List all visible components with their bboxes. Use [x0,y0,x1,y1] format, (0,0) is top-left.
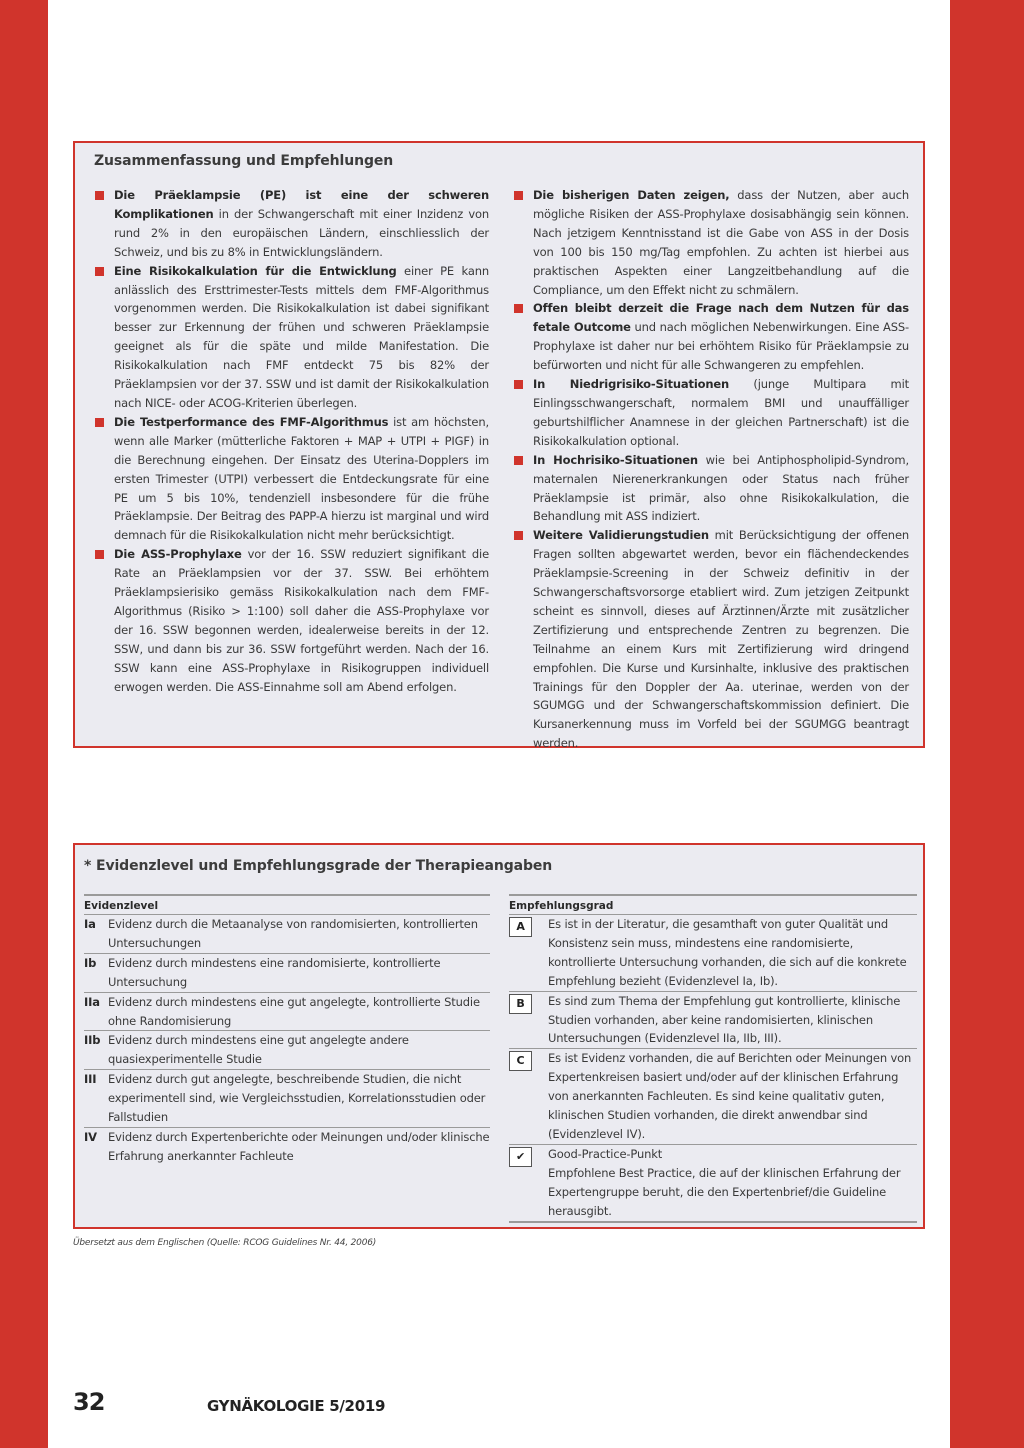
summary-box [73,141,925,751]
summary-item-text: ist am höchsten, wenn alle Marker (mütterliche Faktoren + MAP + UTPI + PIGF) in die Berechnung eingehen. Der Einsatz des Uterina-Dopplers im ersten Trimester (UTPI) verbessert die Entdeckungsrate für eine PE um 5 bis 10%, tendenziell insbesondere für die frühe Präeklampsie. Der Beitrag des PAPP-A hierzu ist marginal und wird demnach für die Risikokalkulation nicht mehr berücksichtigt. [114,414,489,543]
evidence-level-text: Evidenz durch Expertenberichte oder Meinungen und/oder klinische Erfahrung anerkannter Fachleute [108,1129,490,1163]
summary-left-column [94,186,489,696]
summary-item-lead: Die Präeklampsie (PE) ist eine der schweren Komplikationen [114,188,489,221]
summary-item [94,413,489,545]
evidence-level-table [84,894,490,1166]
summary-right-column [513,186,909,753]
summary-item-lead: Die ASS-Prophylaxe [114,547,242,562]
summary-item-lead: In Hochrisiko-Situationen [533,452,698,467]
summary-item-text: (junge Multipara mit Einlingsschwangerschaft, normalem BMI und unauffälliger geburtshilflicher Anamnese in der gleichen Partnerschaft) ist die Risikokalkulation optional. [533,377,910,448]
summary-item-lead: In Niedrigrisiko-Situationen [533,377,730,392]
grade-text: Es ist in der Literatur, die gesamthaft von guter Qualität und Konsistenz sein muss, mindestens eine randomisierte, kontrollierte Untersuchung vorhanden, die sich auf die konkrete Empfehlung bezieht (Evidenzlevel Ia, Ib). [548,917,907,988]
summary-item [94,262,489,413]
grade-text: Es ist Evidenz vorhanden, die auf Berichten oder Meinungen von Expertenkreisen basiert und/oder auf der klinischen Erfahrung von anerkannten Fachleuten. Es sind keine qualitativ guten, klinischen Studien vorhanden, die direkt anwendbar sind (Evidenzlevel IV). [548,1051,912,1141]
evidence-level-text: Evidenz durch mindestens eine randomisierte, kontrollierte Untersuchung [108,955,441,989]
bullet-square-icon [95,191,104,200]
summary-item [513,451,909,527]
bullet-square-icon [95,418,104,427]
journal-title: GYNÄKOLOGIE 5/2019 [207,1397,386,1415]
grade-b-badge: B [509,994,532,1014]
summary-item [513,299,909,375]
table-row [84,1031,490,1070]
grade-a-badge: A [509,917,532,937]
evidence-level-text: Evidenz durch mindestens eine gut angelegte, kontrollierte Studie ohne Randomisierung [108,994,480,1028]
bullet-square-icon [95,267,104,276]
evidence-level-code: IV [84,1129,97,1144]
checkmark-icon: ✔ [509,1147,532,1167]
evidence-box [73,843,925,1229]
bullet-square-icon [514,191,523,200]
evidence-level-code: Ia [84,917,96,931]
table-row [84,1070,490,1128]
table-row [84,915,490,954]
evidence-level-code: IIa [84,994,100,1009]
summary-title: Zusammenfassung und Empfehlungen [94,153,394,169]
grade-c-badge: C [509,1051,532,1071]
summary-item [513,526,909,753]
grade-text: Es sind zum Thema der Empfehlung gut kontrollierte, klinische Studien vorhanden, aber keine randomisierten, klinischen Untersuchungen (Evidenzlevel IIa, IIb, III). [548,993,901,1046]
recommendation-grade-table [509,894,917,1223]
bullet-square-icon [514,531,523,540]
summary-item [94,186,489,262]
bullet-square-icon [514,304,523,313]
evidence-level-code: Ib [84,955,97,970]
summary-item-text: und nach möglichen Nebenwirkungen. Eine ASS-Prophylaxe ist daher nur bei erhöhtem Risiko für Präeklampsie zu befürworten und nicht für alle Schwangeren zu empfehlen. [533,320,909,373]
summary-item-lead: Eine Risikokalkulation für die Entwicklung [114,263,397,278]
evidence-level-text: Evidenz durch die Metaanalyse von randomisierten, kontrollierten Untersuchungen [108,917,478,950]
summary-item-lead: Die Testperformance des FMF-Algorithmus [114,414,389,429]
summary-item-text: einer PE kann anlässlich des Ersttrimester-Tests mittels dem FMF-Algorithmus vorgenommen werden. Die Risikokalkulation ist dabei signifikant besser zur Erkennung der frühen und schweren Präeklampsie geeignet als für die späte und milde Manifestation. Die Risikokalkulation nach FMF entdeckt 75 bis 82% der Präeklampsien vor der 37. SSW und ist damit der Risikokalkulation nach NICE- oder ACOG-Kriterien überlegen. [114,263,489,410]
bullet-square-icon [95,550,104,559]
summary-item-text: in der Schwangerschaft mit einer Inzidenz von rund 2% in den europäischen Ländern, einschliesslich der Schweiz, und bis zu 8% in Entwicklungsländern. [114,206,489,259]
bullet-square-icon [514,380,523,389]
evidence-level-header: Evidenzlevel [84,894,490,915]
right-red-margin [950,0,1024,1448]
evidence-level-text: Evidenz durch gut angelegte, beschreibende Studien, die nicht experimentell sind, wie Vergleichsstudien, Korrelationsstudien oder Fallstudien [108,1072,486,1125]
table-row [84,1128,490,1166]
summary-item-text: mit Berücksichtigung der offenen Fragen sollten abgewartet werden, bevor ein flächendeckendes Präeklampsie-Screening in der Schweiz definitiv in der Schwangerschaftsvorsorge etabliert wird. Zum jetzigen Zeitpunkt scheint es sinnvoll, dieses auf Ärztinnen/Ärzte mit zusätzlicher Zertifizierung und entsprechende Zentren zu begrenzen. Die Teilnahme an einem Kurs mit Zertifizierung wird dringend empfohlen. Die Kurse und Kursinhalte, inklusive des praktischen Trainings für den Doppler der Aa. uterinae, werden von der SGUMGG und der Schwangerschaftskommission definiert. Die Kursanerkennung muss im Vorfeld bei der SGUMGG beantragt werden. [533,528,910,751]
page-number: 32 [73,1388,105,1416]
table-row [509,1049,917,1145]
evidence-level-code: IIb [84,1033,101,1048]
left-red-margin [0,0,48,1448]
table-row [84,954,490,993]
summary-item-lead: Weitere Validierungstudien [533,528,709,543]
evidence-level-text: Evidenz durch mindestens eine gut angelegte andere quasiexperimentelle Studie [108,1033,409,1067]
summary-item-text: wie bei Antiphospholipid-Syndrom, maternalen Nierenerkrankungen oder Status nach früher Präeklampsie ist primär, also ohne Risikokalkulation, die Behandlung mit ASS indiziert. [533,452,909,524]
table-row [509,915,917,992]
summary-item-lead: Die bisherigen Daten zeigen, [533,188,730,202]
table-row [509,1145,917,1223]
summary-item-text: dass der Nutzen, aber auch mögliche Risiken der ASS-Prophylaxe dosisabhängig sein können. Nach jetzigem Kenntnisstand ist die Gabe von ASS in der Dosis von 100 bis 150 mg/Tag empfohlen. Zu achten ist hierbei aus praktischen Aspekten einer Langzeitbehandlung auf die Compliance, um den Effekt nicht zu schmälern. [533,188,909,297]
summary-item [513,186,909,299]
recommendation-grade-header: Empfehlungsgrad [509,894,917,915]
summary-item [513,375,909,451]
table-row [84,993,490,1032]
evidence-title: * Evidenzlevel und Empfehlungsgrade der Therapieangaben [84,858,553,874]
summary-item-lead: Offen bleibt derzeit die Frage nach dem Nutzen für das fetale Outcome [533,301,909,335]
bullet-square-icon [514,456,523,465]
evidence-level-code: III [84,1072,97,1087]
summary-item-text: vor der 16. SSW reduziert signifikant die Rate an Präeklampsien vor der 37. SSW. Bei erhöhtem Präeklampsierisiko gemäss Risikokalkulation nach dem FMF-Algorithmus (Risiko > 1:100) soll daher die ASS-Prophylaxe vor der 16. SSW begonnen werden, idealerweise bereits in der 12. SSW, und dann bis zur 36. SSW fortgeführt werden. Nach der 16. SSW kann eine ASS-Prophylaxe in Risikogruppen individuell erwogen werden. Die ASS-Einnahme soll am Abend erfolgen. [114,547,489,694]
grade-text-detail: Empfohlene Best Practice, die auf der klinischen Erfahrung der Expertengruppe beruht, die den Expertenbrief/die Guideline herausgibt. [548,1165,901,1218]
table-row [509,992,917,1050]
summary-item [94,545,489,696]
grade-text: Good-Practice-Punkt [548,1146,663,1161]
source-note: Übersetzt aus dem Englischen (Quelle: RCOG Guidelines Nr. 44, 2006) [73,1238,377,1248]
